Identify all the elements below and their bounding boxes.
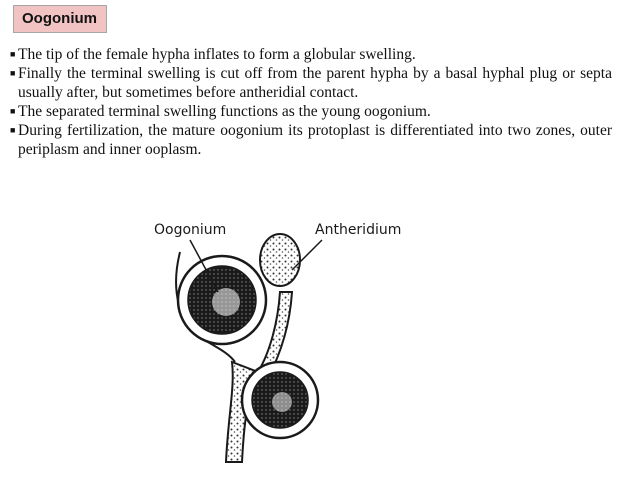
bullet-text: The separated terminal swelling functions as the young oogonium. (18, 103, 431, 120)
antheridium (260, 234, 300, 286)
bullet-item (10, 45, 612, 64)
bullet-item (10, 102, 612, 121)
square-bullet-icon: ■ (10, 68, 16, 78)
label-oogonium: Oogonium (154, 222, 227, 238)
oogonium-illustration (140, 212, 420, 470)
bullet-item (10, 121, 612, 159)
square-bullet-icon: ■ (10, 49, 16, 59)
oogonium-diagram (140, 212, 420, 470)
bullet-text: The tip of the female hypha inflates to form a globular swelling. (18, 46, 416, 63)
bullet-text: Finally the terminal swelling is cut off from the parent hypha by a basal hyphal plug or septa usually after, but sometimes before antheridial contact. (18, 65, 612, 101)
oogonium-upper-nucleus (212, 288, 240, 316)
bullet-list (10, 45, 612, 159)
bullet-text: During fertilization, the mature oogonium its protoplast is differentiated into two zones, outer periplasm and inner ooplasm. (18, 122, 612, 158)
label-antheridium: Antheridium (315, 222, 402, 238)
square-bullet-icon: ■ (10, 125, 16, 135)
oogonium-lower-nucleus (272, 392, 292, 412)
slide-title: Oogonium (13, 5, 107, 33)
bullet-item (10, 64, 612, 102)
square-bullet-icon: ■ (10, 106, 16, 116)
